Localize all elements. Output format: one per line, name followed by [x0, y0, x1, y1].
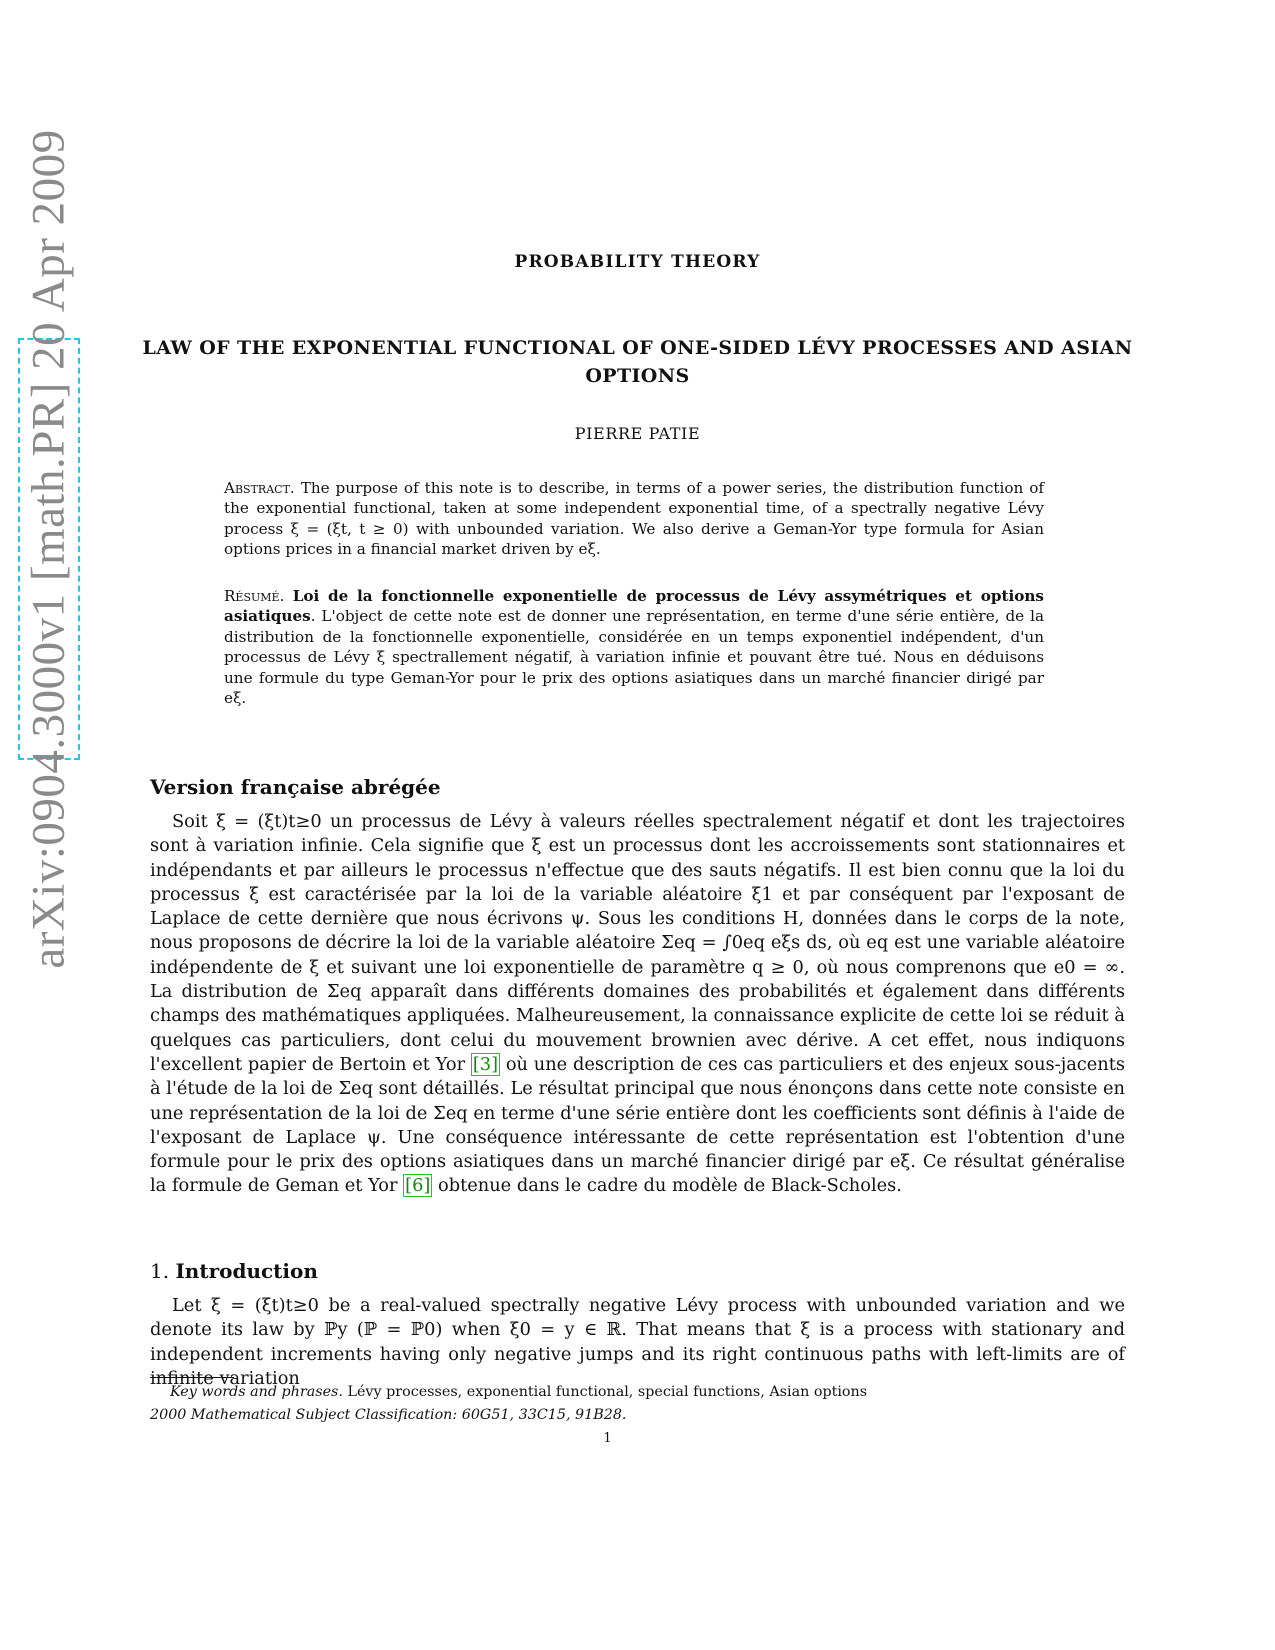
french-section-heading: Version française abrégée [150, 775, 441, 799]
citation-link-3[interactable]: [3] [472, 1053, 499, 1075]
french-section-paragraph [150, 810, 1125, 1199]
keywords-label: Key words and phrases. [170, 1384, 343, 1400]
footnote-msc: 2000 Mathematical Subject Classification: 60G51, 33C15, 91B28. [150, 1407, 627, 1423]
introduction-title: Introduction [175, 1259, 318, 1283]
resume-title: Loi de la fonctionnelle exponentielle de processus de Lévy assymétriques et options asiatiques [224, 587, 1044, 626]
french-paragraph-part-c: obtenue dans le cadre du modèle de Black-Scholes. [437, 1175, 902, 1197]
section-label: PROBABILITY THEORY [514, 252, 761, 272]
introduction-number: 1. [150, 1259, 170, 1283]
page-number: 1 [603, 1431, 612, 1446]
resume-label: Résumé. [224, 587, 285, 605]
introduction-heading [150, 1259, 318, 1283]
abstract-text: The purpose of this note is to describe, in terms of a power series, the distribution function of the exponential functional, taken at some independent exponential time, of a spectrally negative Lévy process ξ = (ξt, t ≥ 0) with unbounded variation. We also derive a Geman-Yor type formula for Asian options prices in a financial market driven by eξ. [224, 479, 1044, 559]
introduction-paragraph [150, 1294, 1125, 1391]
footnote-divider [150, 1377, 234, 1378]
citation-link-6[interactable]: [6] [405, 1175, 431, 1197]
abstract [224, 478, 1044, 560]
keywords-text: Lévy processes, exponential functional, special functions, Asian options [347, 1384, 868, 1400]
french-paragraph-part-a: Soit ξ = (ξt)t≥0 un processus de Lévy à valeurs réelles spectralement négatif et dont les trajectoires sont à variation infinie. Cela signifie que ξ est un processus dont les accroissements sont stationnaires et indépendants et par ailleurs le processus n'effectue que des sauts négatifs. Il est bien connu que la loi du processus ξ est caractérisée par la loi de la variable aléatoire ξ1 et par conséquent par l'exposant de Laplace de cette dernière que nous écrivons ψ. Sous les conditions H, données dans le corps de la note, nous proposons de décrire la loi de la variable aléatoire Σeq = ∫0eq eξs ds, où eq est une variable aléatoire indépendente de ξ et suivant une loi exponentielle de paramètre q ≥ 0, où nous comprenons que e0 = ∞. La distribution de Σeq apparaît dans différents domaines des probabilités et également dans différents champs des mathématiques appliquées. Malheureusement, la connaissance explicite de cette loi se réduit à quelques cas particuliers, dont celui du mouvement brownien avec dérive. A cet effet, nous indiquons l'excellent papier de Bertoin et Yor [150, 811, 1125, 1075]
resume-text: . L'object de cette note est de donner une représentation, en terme d'une série entière, de la distribution de la fonctionnelle exponentielle, considérée en un temps exponentiel indépendent, d'un processus de Lévy ξ spectrallement négatif, à variation infinie et pouvant être tué. Nous en déduisons une formule du type Geman-Yor pour le prix des options asiatiques dans un marché financier dirigé par eξ. [224, 607, 1044, 708]
introduction-text: Let ξ = (ξt)t≥0 be a real-valued spectrally negative Lévy process with unbounded variation and we denote its law by ℙy (ℙ = ℙ0) when ξ0 = y ∈ ℝ. That means that ξ is a process with stationary and independent increments having only negative jumps and its right continuous paths with left-limits are of infinite variation [150, 1295, 1125, 1389]
paper-title: LAW OF THE EXPONENTIAL FUNCTIONAL OF ONE-SIDED LÉVY PROCESSES AND ASIAN OPTIONS [142, 337, 1133, 387]
french-paragraph-part-b: où une description de ces cas particuliers et des enjeux sous-jacents à l'étude de la loi de Σeq sont détaillés. Le résultat principal que nous énonçons dans cette note consiste en une représentation de la loi de Σeq en terme d'une série entière dont les coefficients sont définis à l'aide de l'exposant de Laplace ψ. Une conséquence intéressante de cette représentation est l'obtention d'une formule pour le prix des options asiatiques dans un marché financier dirigé par eξ. Ce résultat généralise la formule de Geman et Yor [150, 1053, 1126, 1197]
author: PIERRE PATIE [574, 424, 701, 443]
resume [224, 586, 1044, 708]
arxiv-stamp [18, 129, 80, 969]
abstract-label: Abstract. [224, 479, 295, 497]
arxiv-identifier: arXiv:0904.3000v1 [math.PR] 20 Apr 2009 [23, 129, 75, 969]
footnote-keywords [170, 1384, 867, 1400]
